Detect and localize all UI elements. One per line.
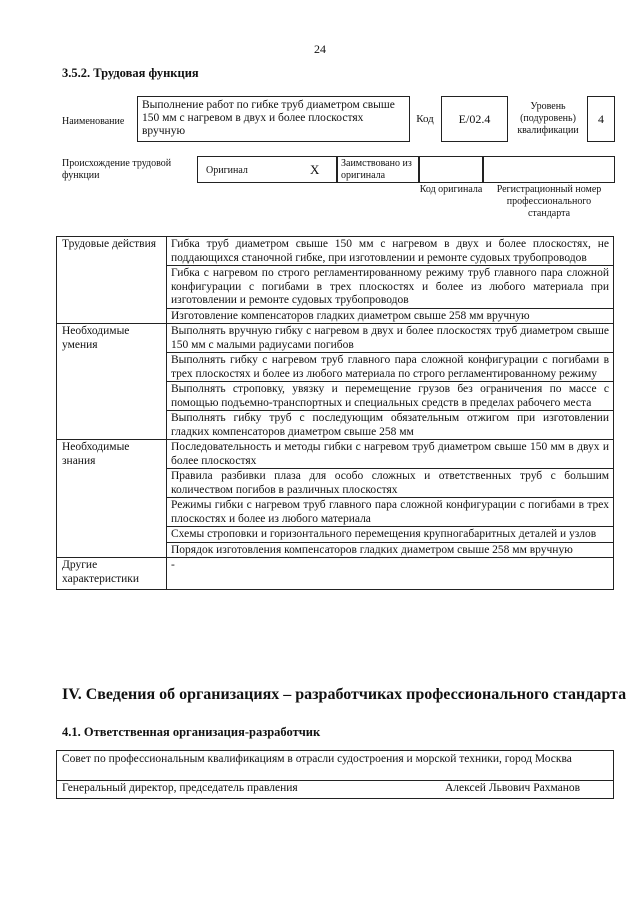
head-position: Генеральный директор, председатель правления: [62, 782, 298, 794]
table-row: Гибка труб диаметром свыше 150 мм с нагревом в двух и более плоскостях, не поддающихся станочной гибке, при изготовлении и ремонте судовых трубопроводов: [167, 237, 614, 266]
head-person: Алексей Львович Рахманов: [445, 782, 581, 794]
table-row: Выполнять гибку труб с последующим обязательным отжигом при изготовлении гладких компенсаторов диаметром свыше 258 мм: [167, 411, 614, 440]
section-heading: 3.5.2. Трудовая функция: [62, 66, 199, 80]
table-row: Гибка с нагревом по строго регламентированному режиму труб главного пара сложной конфигурации с погибами в трех плоскостях и более из любого материала при изготовлении и ремонте судовых трубопроводов: [167, 266, 614, 309]
code-label: Код: [416, 113, 434, 125]
organization-block: [56, 750, 614, 799]
subsection-heading: 4.1. Ответственная организация-разработчик: [62, 725, 321, 739]
original-mark: X: [310, 162, 320, 177]
organization-name: Совет по профессиональным квалификациям в отрасли судостроения и морской техники, город Москва: [57, 751, 613, 781]
table-row: Правила разбивки плаза для особо сложных и ответственных труб с большим количеством погибов в различных плоскостях: [167, 469, 614, 498]
function-name-value: Выполнение работ по гибке труб диаметром свыше 150 мм с нагревом в двух и более плоскостях вручную: [137, 96, 410, 142]
level-value: 4: [587, 96, 615, 142]
table-row: Выполнять строповку, увязку и перемещение грузов без ограничения по массе с помощью подъемно-транспортных и специальных средств в пределах рабочего места: [167, 382, 614, 411]
table-row: Выполнять гибку с нагревом труб главного пара сложной конфигурации с погибами в трех плоскостях и более из любого материала по строго регламентированному режиму: [167, 353, 614, 382]
table-row: Последовательность и методы гибки с нагревом труб диаметром свыше 150 мм в двух и более плоскостях: [167, 440, 614, 469]
labor-function-table: [56, 236, 614, 590]
table-row: -: [167, 558, 614, 590]
origin-label: Происхождение трудовой функции: [62, 158, 172, 181]
table-row: Режимы гибки с нагревом труб главного пара сложной конфигурации с погибами в трех плоскостях и более из любого материала: [167, 498, 614, 527]
name-label: Наименование: [62, 116, 125, 127]
category-required-knowledge: Необходимые знания: [57, 440, 167, 558]
code-value: E/02.4: [441, 96, 508, 142]
origin-original-cell: [197, 156, 337, 183]
table-row: Схемы строповки и горизонтального перемещения крупногабаритных деталей и узлов: [167, 527, 614, 543]
page-number: 24: [314, 42, 326, 56]
origin-code-cell: [419, 156, 483, 183]
table-row: Выполнять вручную гибку с нагревом в двух и более плоскостях труб диаметром свыше 150 мм с малыми радиусами погибов: [167, 324, 614, 353]
borrowed-label: Заимствовано из оригинала: [337, 156, 419, 183]
level-label: Уровень (подуровень) квалификации: [517, 101, 579, 136]
organization-head-row: [57, 781, 613, 798]
reg-number-caption: Регистрационный номер профессионального стандарта: [496, 184, 602, 219]
category-required-skills: Необходимые умения: [57, 324, 167, 440]
category-labor-actions: Трудовые действия: [57, 237, 167, 324]
table-row: Порядок изготовления компенсаторов гладких диаметром свыше 258 мм вручную: [167, 542, 614, 558]
category-other: Другие характеристики: [57, 558, 167, 590]
chapter-heading: IV. Сведения об организациях – разработчиках профессионального стандарта: [62, 686, 627, 703]
origin-code-caption: Код оригинала: [419, 184, 483, 195]
reg-number-cell: [483, 156, 615, 183]
original-label: Оригинал: [206, 165, 248, 176]
table-row: Изготовление компенсаторов гладких диаметром свыше 258 мм вручную: [167, 308, 614, 324]
